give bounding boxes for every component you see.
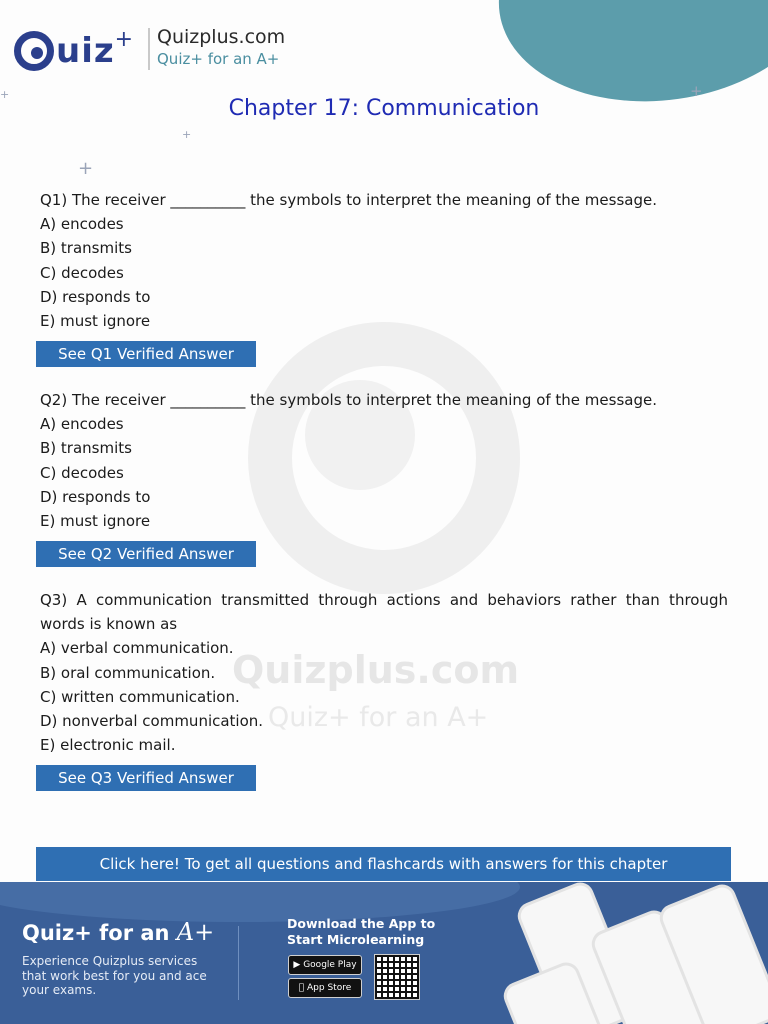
- question-stem: Q3) A communication transmitted through actions and behaviors rather than through words is known as: [40, 591, 728, 634]
- question-stem: Q2) The receiver __________ the symbols to interpret the meaning of the message.: [40, 391, 657, 409]
- sparkle-icon: +: [78, 158, 94, 179]
- answer-option: C) decodes: [40, 263, 124, 282]
- google-play-button[interactable]: [288, 955, 362, 975]
- answer-option: B) transmits: [40, 239, 132, 258]
- answer-option: A) encodes: [40, 215, 124, 234]
- play-icon: ▶: [293, 960, 301, 970]
- footer-banner: [0, 882, 768, 1024]
- answer-option: D) responds to: [40, 487, 151, 506]
- answer-option: E) must ignore: [40, 312, 151, 331]
- quizplus-logo[interactable]: [14, 26, 133, 76]
- app-store-label: App Store: [302, 983, 348, 993]
- app-store-button[interactable]: [288, 978, 362, 998]
- question-stem: Q1) The receiver __________ the symbols to interpret the meaning of the message.: [40, 191, 657, 209]
- logo-plus-icon: +: [114, 26, 134, 52]
- sparkle-icon: +: [690, 82, 703, 100]
- question-1: [40, 188, 728, 333]
- see-q3-answer-button[interactable]: See Q3 Verified Answer: [36, 765, 256, 791]
- see-q2-answer-button[interactable]: See Q2 Verified Answer: [36, 541, 256, 567]
- answer-option: C) decodes: [40, 463, 124, 482]
- apple-icon: [299, 983, 304, 993]
- get-all-questions-button[interactable]: Click here! To get all questions and flashcards with answers for this chapter: [36, 847, 731, 881]
- brand-tagline: Quiz+ for an A+: [157, 50, 280, 68]
- download-app-text: Download the App to Start Microlearning: [287, 916, 436, 947]
- answer-option: B) transmits: [40, 439, 132, 458]
- question-2: [40, 388, 728, 533]
- logo-q-icon: [14, 31, 54, 71]
- page-title: Chapter 17: Communication: [228, 96, 540, 121]
- see-q1-answer-button[interactable]: See Q1 Verified Answer: [36, 341, 256, 367]
- answer-option: D) nonverbal communication.: [40, 712, 264, 731]
- watermark-site: Quizplus.com: [232, 648, 520, 692]
- logo-divider: [148, 28, 150, 70]
- footer-description: Experience Quizplus services that work best for you and ace your exams.: [22, 954, 207, 997]
- footer-title-grade: A+: [176, 918, 215, 946]
- question-3: [40, 588, 728, 757]
- sparkle-icon: +: [182, 128, 192, 141]
- answer-option: D) responds to: [40, 287, 151, 306]
- answer-option: C) written communication.: [40, 687, 240, 706]
- answer-option: B) oral communication.: [40, 663, 216, 682]
- brand-site: Quizplus.com: [157, 26, 286, 48]
- footer-title: [22, 918, 214, 946]
- watermark-tagline: Quiz+ for an A+: [268, 702, 489, 733]
- google-play-label: Google Play: [303, 960, 357, 970]
- answer-option: E) electronic mail.: [40, 736, 176, 755]
- answer-option: A) verbal communication.: [40, 639, 234, 658]
- logo-wordmark: uiz: [56, 31, 115, 71]
- footer-divider: [238, 926, 239, 1000]
- footer-title-text: Quiz+ for an: [22, 921, 177, 945]
- answer-option: A) encodes: [40, 415, 124, 434]
- answer-option: E) must ignore: [40, 512, 151, 531]
- sparkle-icon: +: [0, 88, 10, 101]
- qr-code[interactable]: [374, 954, 420, 1000]
